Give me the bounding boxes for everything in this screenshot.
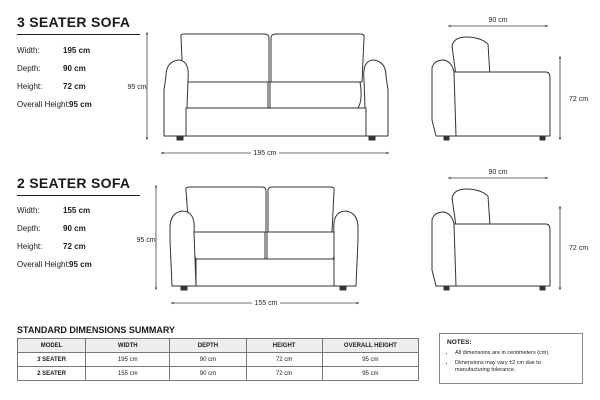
arm-left — [164, 60, 188, 136]
two-seater-side-view — [432, 189, 550, 290]
column-header: MODEL — [18, 339, 86, 353]
table-cell: 90 cm — [170, 367, 246, 381]
leg — [340, 286, 346, 290]
side-body — [432, 212, 550, 286]
back-cushion-right — [271, 34, 364, 82]
back-cushion-left — [186, 187, 266, 232]
summary-title: STANDARD DIMENSIONS SUMMARY — [17, 325, 176, 335]
table-cell: 155 cm — [86, 367, 170, 381]
three-seater-title: 3 SEATER SOFA — [17, 14, 131, 30]
leg — [444, 136, 449, 140]
spec-value: 95 cm — [69, 100, 92, 109]
seat-cushion-left — [193, 232, 265, 259]
arm-left — [170, 211, 196, 286]
spec-value: 72 cm — [63, 242, 86, 251]
column-header: WIDTH — [86, 339, 170, 353]
seat-cushion-left — [183, 82, 268, 108]
leg — [444, 286, 449, 290]
table-cell: 72 cm — [246, 353, 322, 367]
table-cell: 95 cm — [322, 353, 418, 367]
summary-table — [17, 338, 419, 381]
column-header: DEPTH — [170, 339, 246, 353]
spec-value: 195 cm — [63, 46, 91, 55]
spec-label: Depth: — [17, 64, 41, 73]
spec-label: Height: — [17, 242, 43, 251]
table-row — [18, 353, 419, 367]
note-item: • All dimensions are in centimeters (cm). — [455, 350, 575, 357]
spec-value: 95 cm — [69, 260, 92, 269]
back-cushion-right — [268, 187, 334, 232]
three-seater-side-depth-label: 90 cm — [488, 17, 508, 24]
column-header: HEIGHT — [246, 339, 322, 353]
table-cell: 3 SEATER — [18, 353, 86, 367]
leg — [540, 136, 545, 140]
table-cell: 72 cm — [246, 367, 322, 381]
side-back — [452, 189, 490, 226]
table-row — [18, 367, 419, 381]
spec-value: 155 cm — [63, 206, 91, 215]
table-cell: 90 cm — [170, 353, 246, 367]
two-seater-front-view — [170, 187, 358, 290]
notes-list — [447, 350, 575, 374]
three-seater-side-view — [432, 37, 550, 140]
spec-label: Height: — [17, 82, 43, 91]
leg — [181, 286, 187, 290]
two-seater-front-height-label: 95 cm — [136, 237, 156, 244]
two-seater-side-height-label: 72 cm — [569, 245, 589, 252]
spec-label: Depth: — [17, 224, 41, 233]
side-back — [452, 37, 490, 76]
note-item: • Dimensions may vary ±2 cm due to manufacturing tolerance. — [455, 360, 575, 374]
back-cushion-left — [181, 34, 269, 82]
three-seater-side-height-label: 72 cm — [569, 96, 589, 103]
arm-right — [334, 211, 358, 286]
three-seater-front-width-label: 195 cm — [253, 150, 277, 157]
notes-box — [439, 333, 583, 384]
arm-right — [364, 60, 388, 136]
column-header: OVERALL HEIGHT — [322, 339, 418, 353]
table-cell: 2 SEATER — [18, 367, 86, 381]
spec-value: 90 cm — [63, 224, 86, 233]
base — [196, 259, 334, 286]
leg — [177, 136, 183, 140]
spec-label: Width: — [17, 46, 40, 55]
two-seater-front-width-label: 155 cm — [254, 300, 278, 307]
leg — [540, 286, 545, 290]
spec-value: 90 cm — [63, 64, 86, 73]
three-seater-front-view — [164, 34, 388, 140]
spec-value: 72 cm — [63, 82, 86, 91]
seat-cushion-right — [270, 82, 361, 108]
table-cell: 95 cm — [322, 367, 418, 381]
seat-cushion-right — [267, 232, 335, 259]
spec-label: Width: — [17, 206, 40, 215]
two-seater-title: 2 SEATER SOFA — [17, 175, 131, 191]
side-body — [432, 60, 550, 136]
leg — [369, 136, 375, 140]
two-seater-side-depth-label: 90 cm — [488, 169, 508, 176]
three-seater-front-height-label: 95 cm — [127, 84, 147, 91]
table-header-row — [18, 339, 419, 353]
base — [186, 108, 366, 136]
spec-label: Overall Height: — [17, 100, 70, 109]
notes-title: NOTES: — [447, 339, 472, 346]
spec-label: Overall Height: — [17, 260, 70, 269]
table-cell: 195 cm — [86, 353, 170, 367]
